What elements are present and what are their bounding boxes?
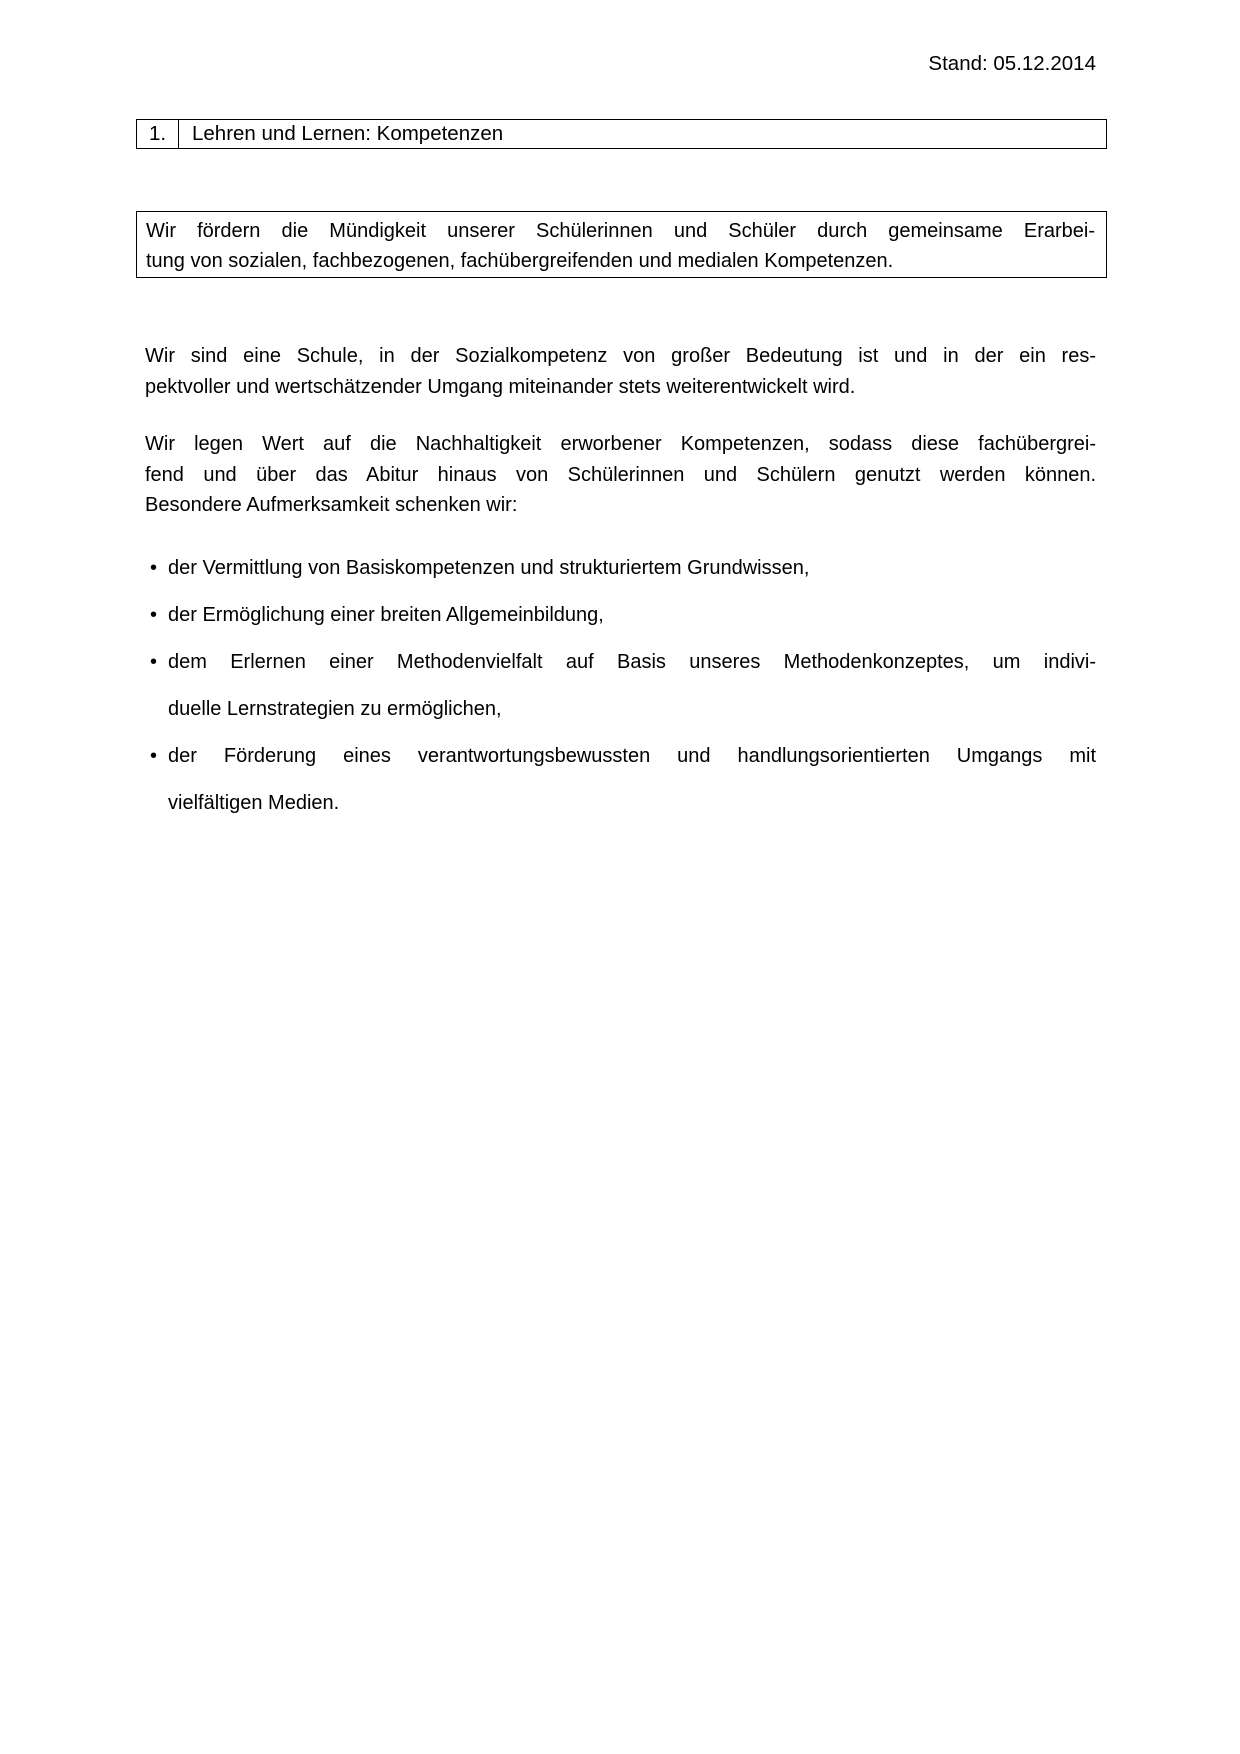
list-item [145,545,1096,592]
paragraph-line: Wir sind eine Schule, in der Sozialkompetenz von großer Bedeutung ist und in der ein res- [145,345,1096,367]
section-title: Lehren und Lernen: Kompetenzen [192,122,504,145]
bullet-icon: • [150,557,158,579]
body-paragraph [145,341,1096,402]
paragraph-line: pektvoller und wertschätzender Umgang miteinander stets weiterentwickelt wird. [145,375,856,398]
bullet-icon: • [150,745,158,767]
bullet-icon: • [150,651,158,673]
paragraph-line: Wir legen Wert auf die Nachhaltigkeit erworbener Kompetenzen, sodass diese fachübergrei- [145,433,1096,455]
body-paragraph [145,429,1096,521]
paragraph-line: fend und über das Abitur hinaus von Schülerinnen und Schülern genutzt werden können. [145,463,1096,486]
list-item [145,639,1096,733]
list-item-line: duelle Lernstrategien zu ermöglichen, [168,698,502,720]
revision-date: Stand: 05.12.2014 [928,52,1096,75]
bullet-icon: • [150,604,158,626]
bullet-list [145,545,1096,827]
paragraph-line: Besondere Aufmerksamkeit schenken wir: [145,494,518,516]
mission-line: Wir fördern die Mündigkeit unserer Schülerinnen und Schüler durch gemeinsame Erarbei- [146,220,1095,242]
list-item-line: vielfältigen Medien. [168,792,340,814]
list-item-line: dem Erlernen einer Methodenvielfalt auf Basis unseres Methodenkonzeptes, um indivi- [168,651,1096,673]
list-item [145,592,1096,639]
section-title-table [136,119,1107,149]
list-item-line: der Vermittlung von Basiskompetenzen und strukturiertem Grundwissen, [168,557,810,579]
section-number: 1. [137,120,179,148]
mission-line: tung von sozialen, fachbezogenen, fachübergreifenden und medialen Kompetenzen. [146,250,894,272]
list-item [145,733,1096,827]
list-item-line: der Ermöglichung einer breiten Allgemeinbildung, [168,604,604,626]
list-item-line: der Förderung eines verantwortungsbewussten und handlungsorientierten Umgangs mit [168,745,1096,767]
mission-statement-box [136,211,1107,278]
